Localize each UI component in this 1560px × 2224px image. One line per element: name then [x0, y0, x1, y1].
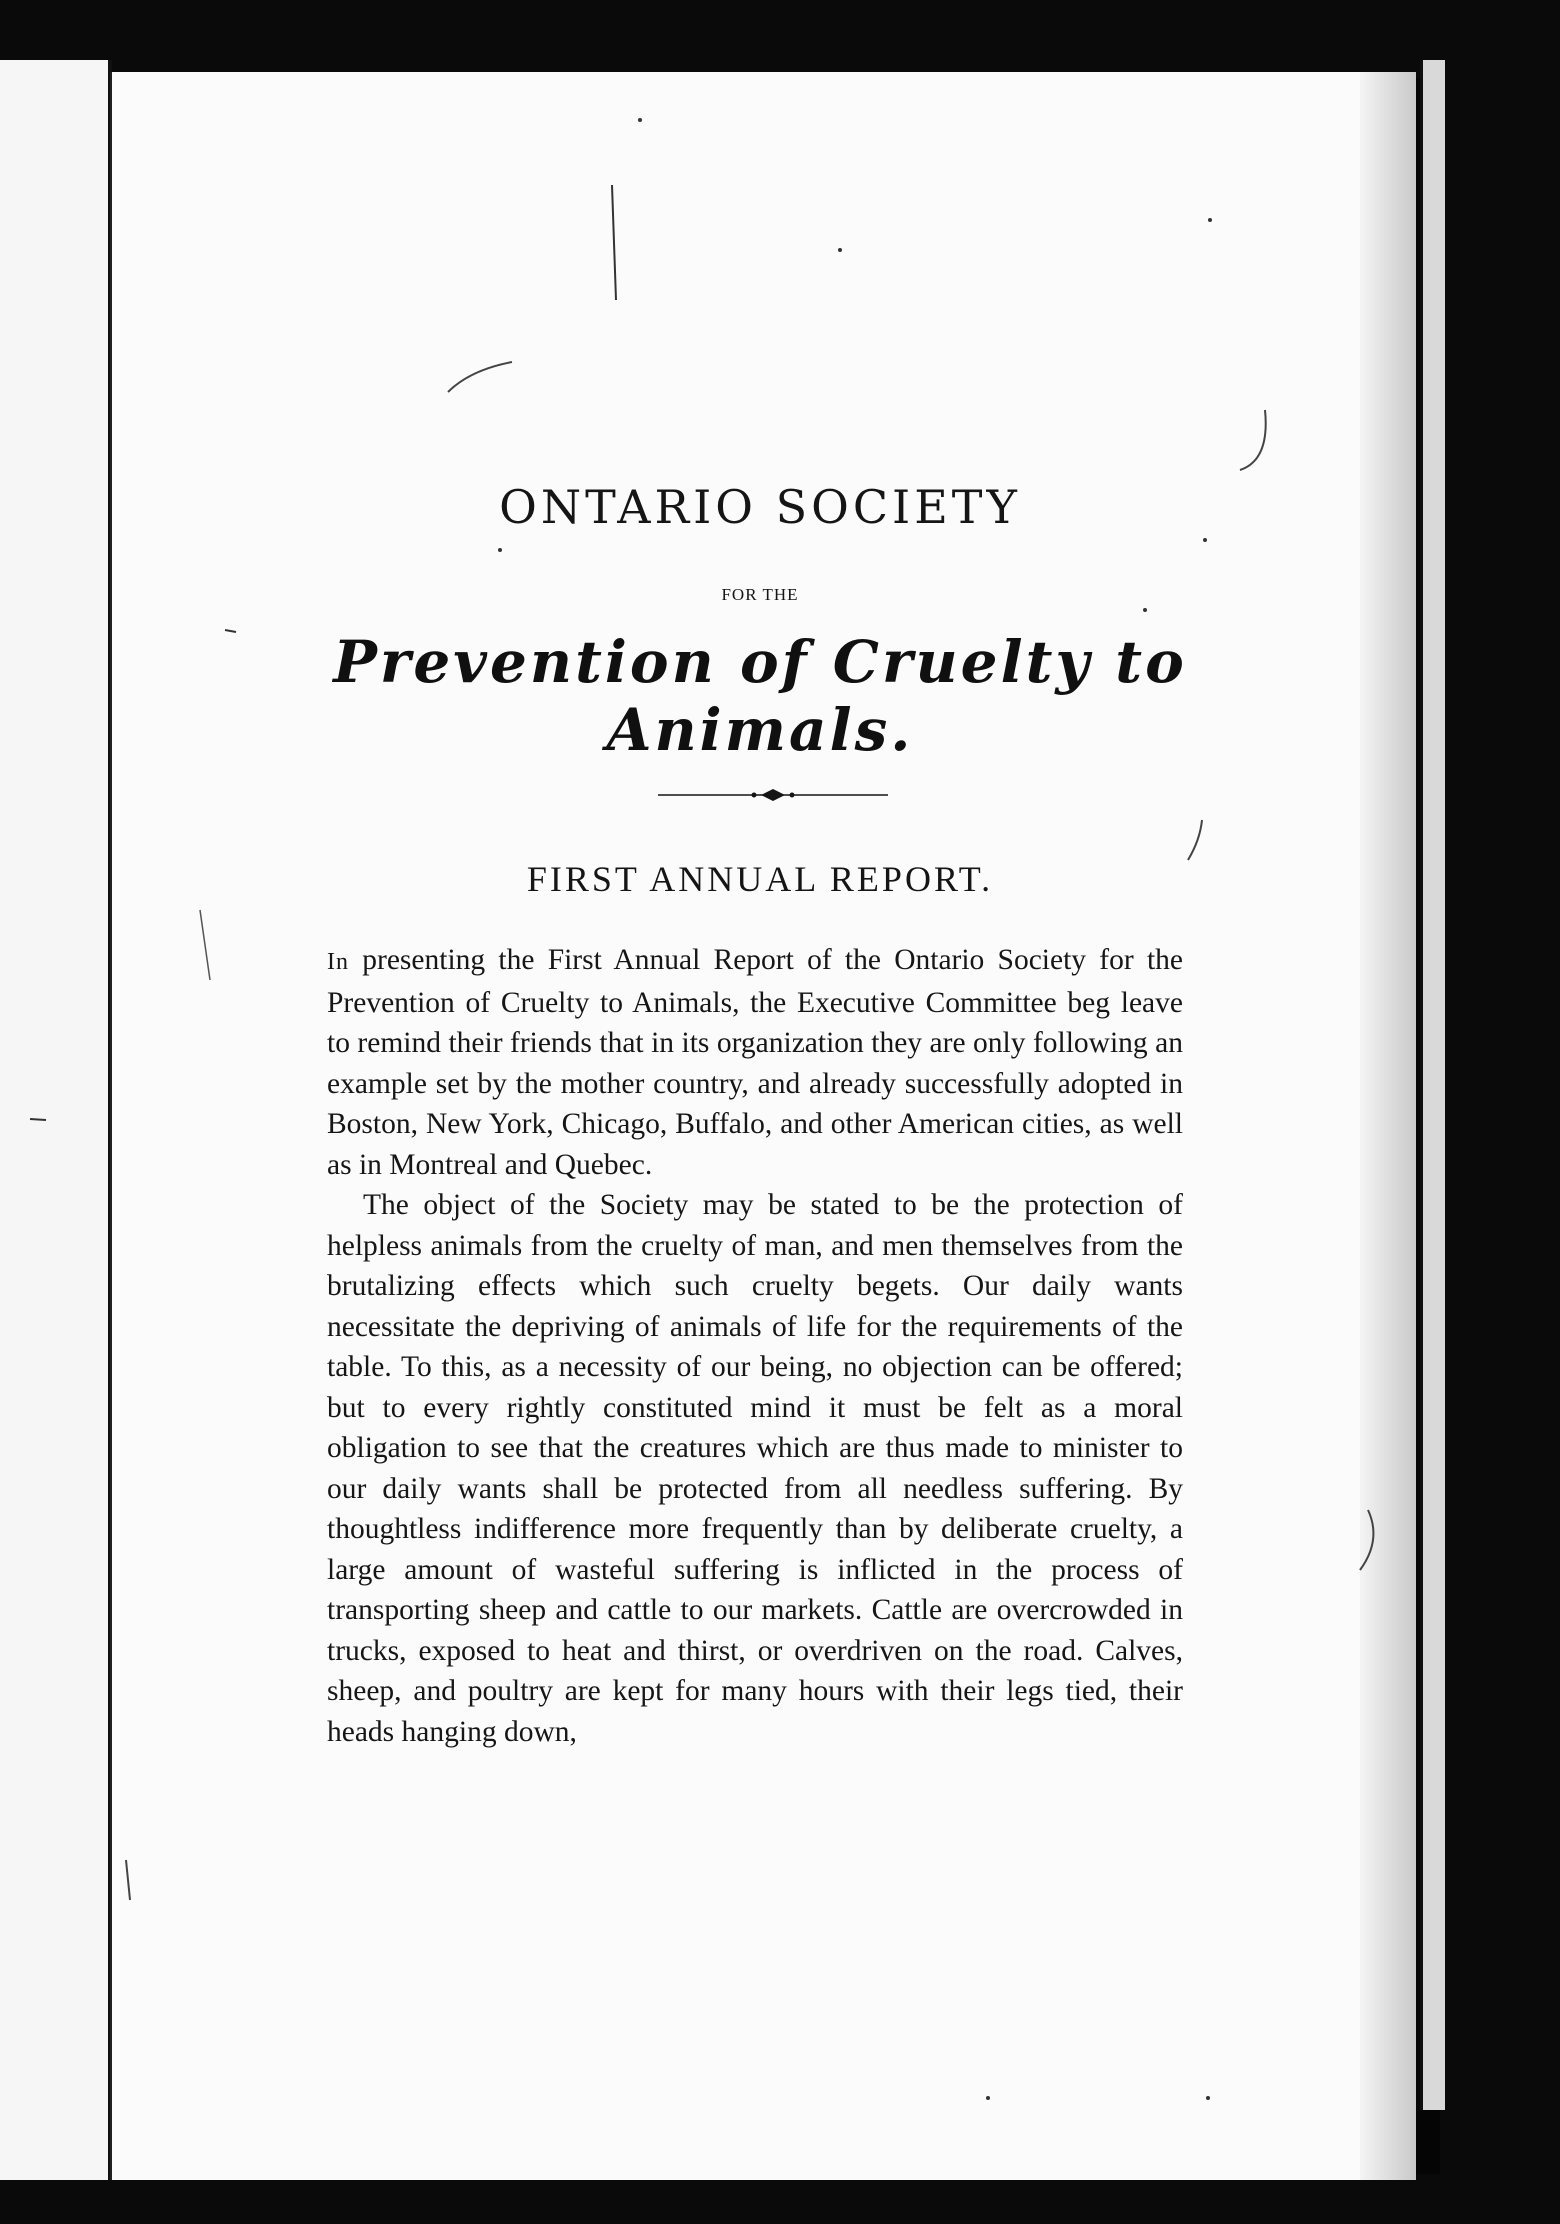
blackletter-title: Prevention of Cruelty to Animals. — [333, 628, 1187, 764]
society-title: ONTARIO SOCIETY — [499, 480, 1021, 534]
report-body — [327, 940, 1183, 1752]
page-binding-shadow — [1360, 72, 1416, 2180]
scanner-frame-top — [0, 0, 1560, 78]
scanner-frame-right — [1440, 0, 1560, 2224]
report-subtitle: FIRST ANNUAL REPORT. — [526, 859, 994, 899]
paragraph-2 — [327, 1185, 1183, 1752]
page-stack-edge — [1420, 60, 1445, 2110]
paragraph-1 — [327, 940, 1183, 1185]
paragraph-1-lead: In — [327, 949, 349, 975]
scanner-frame-bottom — [0, 2174, 1560, 2224]
for-the-label: FOR THE — [721, 585, 799, 604]
paragraph-1-text: presenting the First Annual Report of the Ontario Society for the Prevention of Cruelty to Animals, the Executive Committee beg leave to remind their friends that in its organization they are only following an example set by the mother country, and already successfully adopted in Boston, New York, Chicago, Buffalo, and other American cities, as well as in Montreal and Quebec. — [327, 944, 1183, 1181]
divider-ornament — [658, 785, 888, 805]
paragraph-2-text: The object of the Society may be stated to be the protection of helpless animals from the cruelty of man, and men themselves from the brutalizing effects which such cruelty begets. Our daily wants necessitate the depriving of animals of life for the requirements of the table. To this, as a necessity of our being, no objection can be offered; but to every rightly constituted mind it must be felt as a moral obligation to see that the creatures which are thus made to minister to our daily wants shall be protected from all needless suffering. By thoughtless indifference more frequently than by deliberate cruelty, a large amount of wasteful suffering is inflicted in the process of transporting sheep and cattle to our markets. Cattle are overcrowded in trucks, exposed to heat and thirst, or overdriven on the road. Calves, sheep, and poultry are kept for many hours with their legs tied, their heads hanging down, — [327, 1189, 1183, 1748]
facing-page-edge — [0, 60, 112, 2180]
